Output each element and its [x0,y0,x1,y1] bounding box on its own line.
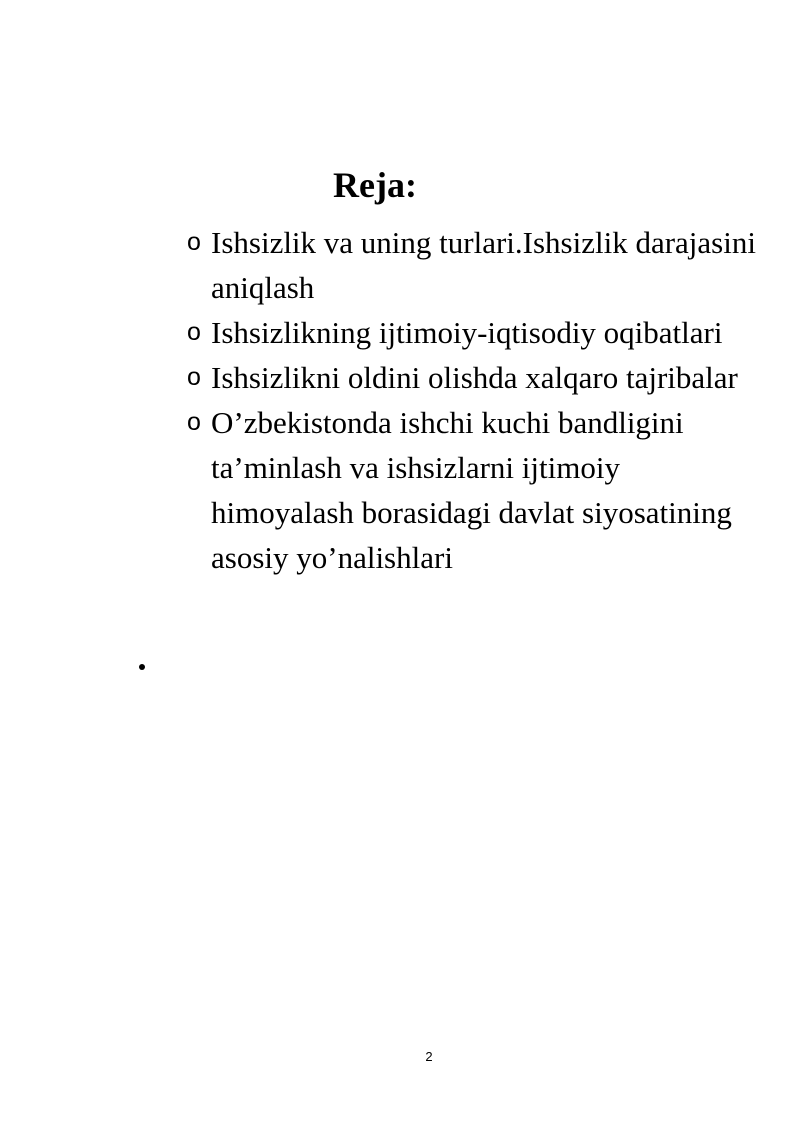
list-marker: o [187,363,201,391]
list-item [187,355,767,400]
list-item [187,310,767,355]
bullet-dot [139,664,145,670]
list-item-text: Ishsizlik va uning turlari.Ishsizlik darajasini aniqlash [211,225,756,305]
list-item [187,400,767,580]
page-number: 2 [425,1049,433,1064]
list-marker: o [187,228,201,256]
list-item-text: O’zbekistonda ishchi kuchi bandligini ta’minlash va ishsizlarni ijtimoiy himoyalash borasidagi davlat siyosatining asosiy yo’nalishlari [211,405,732,575]
page-title: Reja: [333,165,417,205]
plan-list [187,220,767,580]
list-item-text: Ishsizlikni oldini olishda xalqaro tajribalar [211,360,738,395]
list-item-text: Ishsizlikning ijtimoiy-iqtisodiy oqibatlari [211,315,723,350]
list-item [187,220,767,310]
list-marker: o [187,408,201,436]
list-marker: o [187,318,201,346]
